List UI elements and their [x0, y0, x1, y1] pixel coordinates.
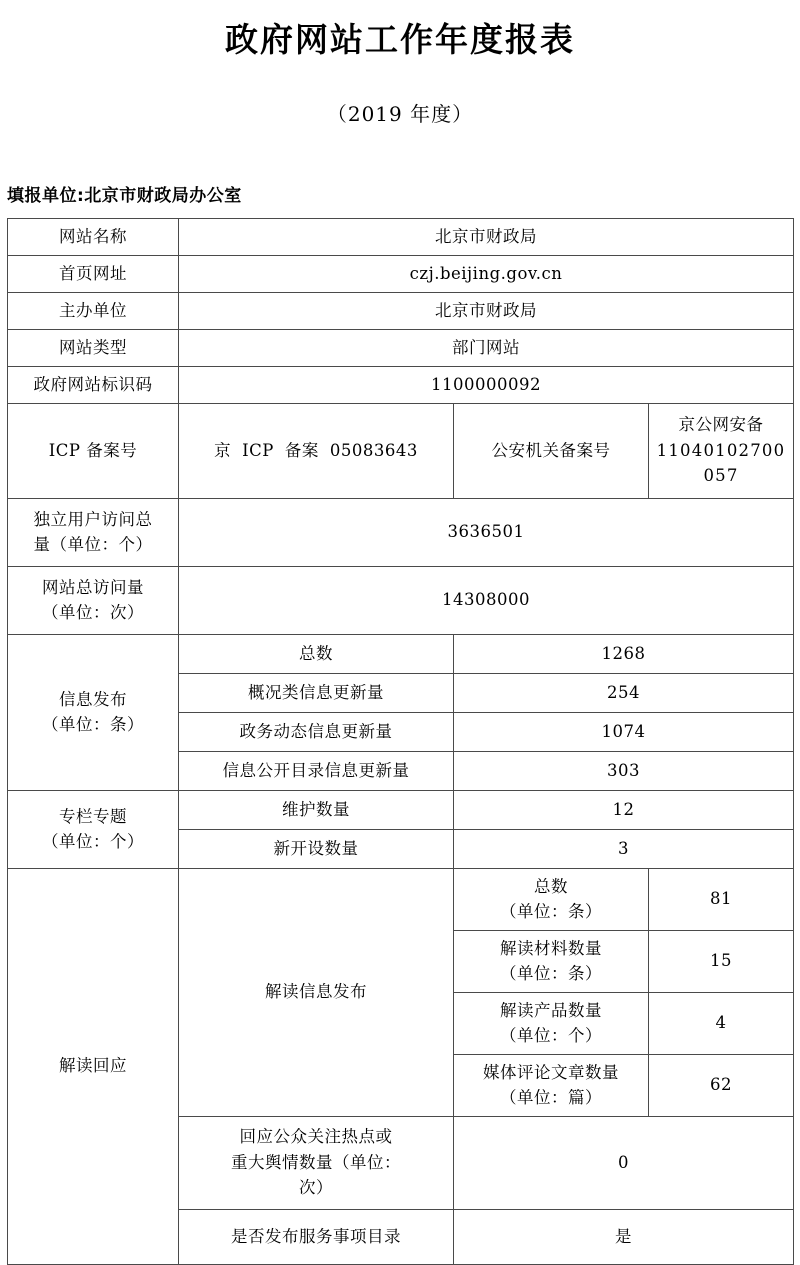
jd-media-label — [454, 1054, 649, 1116]
table-row — [8, 329, 794, 366]
unique-visitors-value: 3636501 — [179, 498, 794, 566]
info-total-value: 1268 — [454, 634, 794, 673]
hot-response-label-line1: 回应公众关注热点或 — [239, 1127, 393, 1147]
unique-visitors-label-line1: 独立用户访问总 — [33, 509, 153, 529]
annual-report-table — [7, 218, 794, 1265]
table-row — [8, 634, 794, 673]
hot-response-label-line3: 次） — [299, 1178, 333, 1198]
jd-product-label-line2: （单位：个） — [500, 1026, 602, 1046]
info-catalog-value: 303 — [454, 751, 794, 790]
site-name-label: 网站名称 — [8, 218, 179, 255]
interpret-release-label: 解读信息发布 — [179, 868, 454, 1116]
jd-material-label-line2: （单位：条） — [500, 964, 602, 984]
info-release-label-line1: 信息发布 — [59, 689, 127, 709]
column-topic-label — [8, 790, 179, 868]
info-release-label-line2: （单位：条） — [42, 715, 144, 735]
table-row — [8, 218, 794, 255]
info-affairs-label: 政务动态信息更新量 — [179, 712, 454, 751]
table-row — [8, 868, 794, 930]
table-row — [8, 292, 794, 329]
total-visits-label — [8, 566, 179, 634]
hot-response-label — [179, 1116, 454, 1209]
table-row — [8, 366, 794, 403]
total-visits-label-line1: 网站总访问量 — [42, 577, 144, 597]
column-maintain-value: 12 — [454, 790, 794, 829]
page-title: 政府网站工作年度报表 — [225, 20, 575, 59]
unique-visitors-label-line2: 量（单位：个） — [33, 535, 153, 555]
icp-value-prefix: 京 — [214, 440, 232, 460]
jd-product-value: 4 — [649, 992, 794, 1054]
police-record-value-line3: 057 — [703, 466, 739, 486]
jd-total-value: 81 — [649, 868, 794, 930]
column-new-value: 3 — [454, 829, 794, 868]
column-topic-label-line1: 专栏专题 — [59, 806, 127, 826]
table-row — [8, 255, 794, 292]
icp-label: ICP 备案号 — [8, 403, 179, 498]
info-affairs-value: 1074 — [454, 712, 794, 751]
icp-value — [179, 403, 454, 498]
column-topic-label-line2: （单位：个） — [42, 832, 144, 852]
report-unit-label: 填报单位:北京市财政局办公室 — [7, 185, 242, 206]
site-type-value: 部门网站 — [179, 329, 794, 366]
jd-media-label-line2: （单位：篇） — [500, 1088, 602, 1108]
table-row — [8, 566, 794, 634]
interpret-response-label: 解读回应 — [8, 868, 179, 1264]
info-catalog-label: 信息公开目录信息更新量 — [179, 751, 454, 790]
icp-value-icp: ICP — [242, 440, 274, 460]
site-type-label: 网站类型 — [8, 329, 179, 366]
info-overview-value: 254 — [454, 673, 794, 712]
page-subtitle: （2019 年度） — [326, 101, 474, 126]
total-visits-value: 14308000 — [179, 566, 794, 634]
table-row — [8, 498, 794, 566]
jd-material-value: 15 — [649, 930, 794, 992]
site-code-label: 政府网站标识码 — [8, 366, 179, 403]
jd-material-label — [454, 930, 649, 992]
info-total-label: 总数 — [179, 634, 454, 673]
jd-product-label-line1: 解读产品数量 — [500, 1000, 602, 1020]
site-code-value: 1100000092 — [179, 366, 794, 403]
site-name-value: 北京市财政局 — [179, 218, 794, 255]
column-new-label: 新开设数量 — [179, 829, 454, 868]
jd-product-label — [454, 992, 649, 1054]
jd-total-label-line1: 总数 — [534, 876, 568, 896]
police-record-value-line2: 11040102700 — [656, 440, 786, 460]
police-record-value — [649, 403, 794, 498]
table-row — [8, 403, 794, 498]
organizer-label: 主办单位 — [8, 292, 179, 329]
table-row — [8, 790, 794, 829]
total-visits-label-line2: （单位：次） — [42, 603, 144, 623]
jd-media-label-line1: 媒体评论文章数量 — [483, 1062, 619, 1082]
jd-material-label-line1: 解读材料数量 — [500, 938, 602, 958]
info-release-label — [8, 634, 179, 790]
unique-visitors-label — [8, 498, 179, 566]
jd-media-value: 62 — [649, 1054, 794, 1116]
jd-total-label-line2: （单位：条） — [500, 902, 602, 922]
service-catalog-value: 是 — [454, 1209, 794, 1264]
police-record-value-line1: 京公网安备 — [678, 415, 764, 435]
jd-total-label — [454, 868, 649, 930]
icp-value-beian: 备案 — [284, 440, 319, 460]
info-overview-label: 概况类信息更新量 — [179, 673, 454, 712]
column-maintain-label: 维护数量 — [179, 790, 454, 829]
police-record-label: 公安机关备案号 — [454, 403, 649, 498]
homepage-url-label: 首页网址 — [8, 255, 179, 292]
report-table-wrapper — [0, 206, 800, 1265]
hot-response-label-line2: 重大舆情数量（单位： — [231, 1152, 401, 1172]
hot-response-value: 0 — [454, 1116, 794, 1209]
organizer-value: 北京市财政局 — [179, 292, 794, 329]
icp-value-number: 05083643 — [329, 440, 418, 460]
service-catalog-label: 是否发布服务事项目录 — [179, 1209, 454, 1264]
homepage-url-value: czj.beijing.gov.cn — [179, 255, 794, 292]
